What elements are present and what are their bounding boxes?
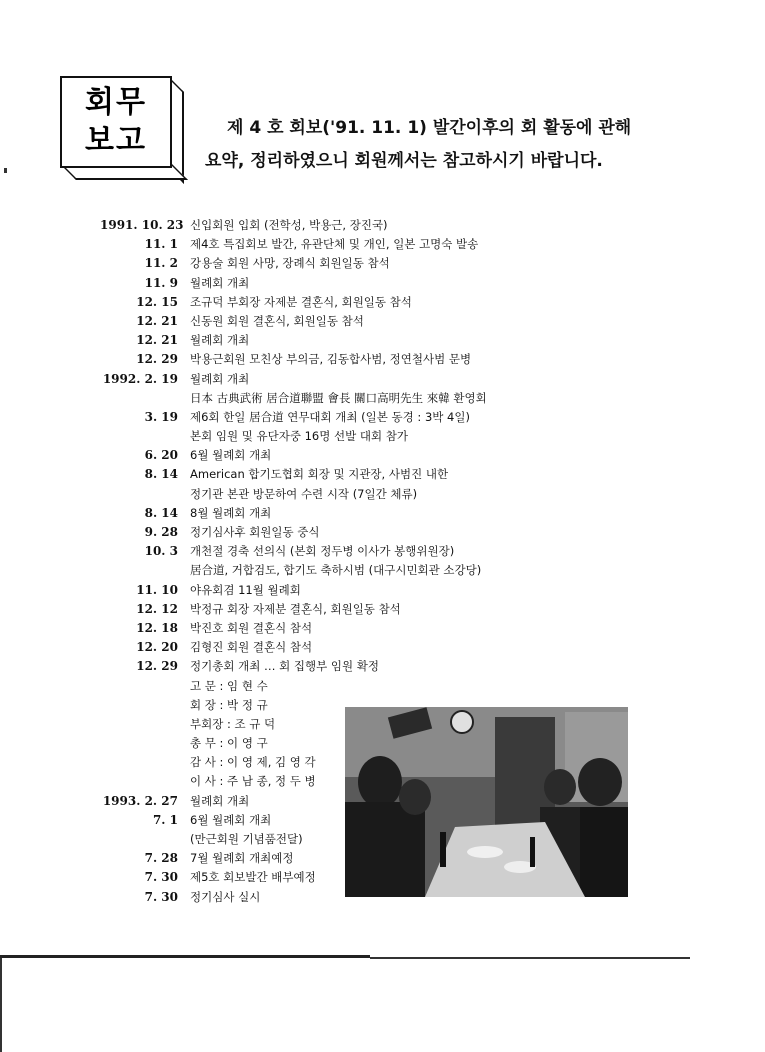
log-row [100,274,570,293]
log-row [100,619,570,638]
title-line-1: 회무 [85,85,147,120]
log-text: 월례회 개최 [190,793,250,808]
log-row [100,600,570,619]
log-text: 야유회겸 11월 월례회 [190,582,301,597]
log-date: 9. 28 [144,525,178,539]
log-row [100,350,570,369]
log-text: 6월 월례회 개최 [190,448,272,463]
log-row [100,389,570,408]
log-text: 7월 월례회 개최예정 [190,851,294,866]
log-row [100,485,570,504]
log-row [100,638,570,657]
box-front-face [60,76,172,168]
log-row [100,446,570,465]
log-row [100,216,570,235]
log-text: 강용술 회원 사망, 장례식 회원일동 참석 [190,256,390,271]
log-date: 11. 10 [136,582,178,597]
log-date: 1993. 2. 27 [102,793,178,808]
log-text: 개천절 경축 선의식 (본회 정두병 이사가 봉행위원장) [190,544,455,559]
log-text: 부회장 : 조 규 덕 [190,716,276,731]
log-date: 12. 20 [136,640,178,655]
log-date [100,389,178,408]
log-row [100,235,570,254]
log-text: American 합기도협회 회장 및 지관장, 사범진 내한 [190,467,449,482]
footer-rule-right [370,957,690,959]
log-text: 감 사 : 이 영 제, 김 영 각 [190,755,316,770]
log-date [100,696,178,715]
log-text: 제4호 특집회보 발간, 유관단체 및 개인, 일본 고명숙 발송 [190,237,479,252]
log-text: 월례회 개최 [190,275,250,290]
intro-paragraph [205,116,725,182]
log-text: 정기총회 개최 … 회 집행부 임원 확정 [190,659,379,674]
log-row [100,523,570,542]
log-date: 8. 14 [144,467,178,482]
intro-line-1: 제 4 호 회보('91. 11. 1) 발간이후의 회 활동에 관해 [227,118,632,138]
log-date [100,677,178,696]
log-date: 1991. 10. 23 [100,218,184,232]
log-text: 6월 월례회 개최 [190,812,272,827]
log-date: 12. 21 [136,333,178,348]
log-row [100,427,570,446]
log-date [100,830,178,849]
log-text: 박진호 회원 결혼식 참석 [190,620,313,635]
log-text: 제6회 한일 居合道 연무대회 개최 (일본 동경 : 3박 4일) [190,409,470,424]
log-text: 고 문 : 임 현 수 [190,678,268,693]
log-row [100,408,570,427]
log-row [100,312,570,331]
log-text: 박정규 회장 자제분 결혼식, 회원일동 참석 [190,601,401,616]
log-text: 정기심사 실시 [190,889,261,904]
log-text: 신입회원 입회 (전학성, 박용근, 장진국) [190,218,388,232]
log-date: 12. 18 [136,620,178,635]
log-row [100,465,570,484]
log-text: 정기관 본관 방문하여 수련 시작 (7일간 체류) [190,486,418,501]
log-date: 12. 29 [136,659,178,674]
log-row [100,331,570,350]
log-date: 7. 30 [144,889,178,904]
log-text: 본회 임원 및 유단자중 16명 선발 대회 참가 [190,429,408,444]
log-row [100,561,570,580]
title-line-2: 보고 [85,123,147,158]
log-date: 12. 21 [136,313,178,328]
log-date [100,734,178,753]
log-text: 신동원 회원 결혼식, 회원일동 참석 [190,313,364,328]
log-date: 3. 19 [144,409,178,424]
log-date: 7. 28 [144,851,178,866]
log-row [100,677,570,696]
log-text: 정기심사후 회원일동 중식 [190,525,320,539]
log-row [100,581,570,600]
group-photo [345,707,628,897]
log-text: 월례회 개최 [190,371,250,386]
log-date: 1992. 2. 19 [102,371,178,386]
log-date: 6. 20 [144,448,178,463]
log-text: 조규덕 부회장 자제분 결혼식, 회원일동 참석 [190,294,412,309]
log-text: 총 무 : 이 영 구 [190,736,268,751]
log-date [100,753,178,772]
log-date: 11. 2 [144,256,178,271]
intro-line-2: 요약, 정리하였으니 회원께서는 참고하시기 바랍니다. [205,151,603,171]
log-date: 11. 9 [144,275,178,290]
log-row [100,504,570,523]
section-title-box [60,76,190,186]
log-date: 12. 29 [136,352,178,367]
log-row [100,254,570,273]
log-text: 김형진 회원 결혼식 참석 [190,640,313,655]
log-text: 8월 월례회 개최 [190,505,272,520]
log-text: 제5호 회보발간 배부예정 [190,870,316,885]
log-date: 12. 12 [136,601,178,616]
margin-mark [4,168,7,173]
log-text: (만근회원 기념품전달) [190,832,303,846]
log-row [100,370,570,389]
log-date: 8. 14 [144,505,178,520]
log-date: 7. 30 [144,870,178,885]
log-date: 10. 3 [144,544,178,559]
log-date [100,715,178,734]
log-date: 7. 1 [152,812,178,827]
photo-image [345,707,628,897]
log-text: 월례회 개최 [190,333,250,348]
log-row [100,542,570,561]
log-date: 11. 1 [144,237,178,252]
log-text: 日本 古典武術 居合道聯盟 會長 關口高明先生 來韓 환영회 [190,390,487,405]
log-date [100,485,178,504]
log-text: 박용근회원 모친상 부의금, 김동합사범, 정연철사범 문병 [190,352,472,367]
log-row [100,657,570,676]
log-date [100,427,178,446]
log-date: 12. 15 [136,294,178,309]
log-row [100,293,570,312]
log-date [100,772,178,791]
log-text: 이 사 : 주 남 종, 정 두 병 [190,774,316,789]
log-text: 회 장 : 박 정 규 [190,697,268,712]
log-date [100,561,178,580]
footer-rule-left [0,955,370,958]
footer-rule-vertical [0,958,2,1052]
log-text: 居合道, 거합검도, 합기도 축하시범 (대구시민회관 소강당) [190,563,482,578]
